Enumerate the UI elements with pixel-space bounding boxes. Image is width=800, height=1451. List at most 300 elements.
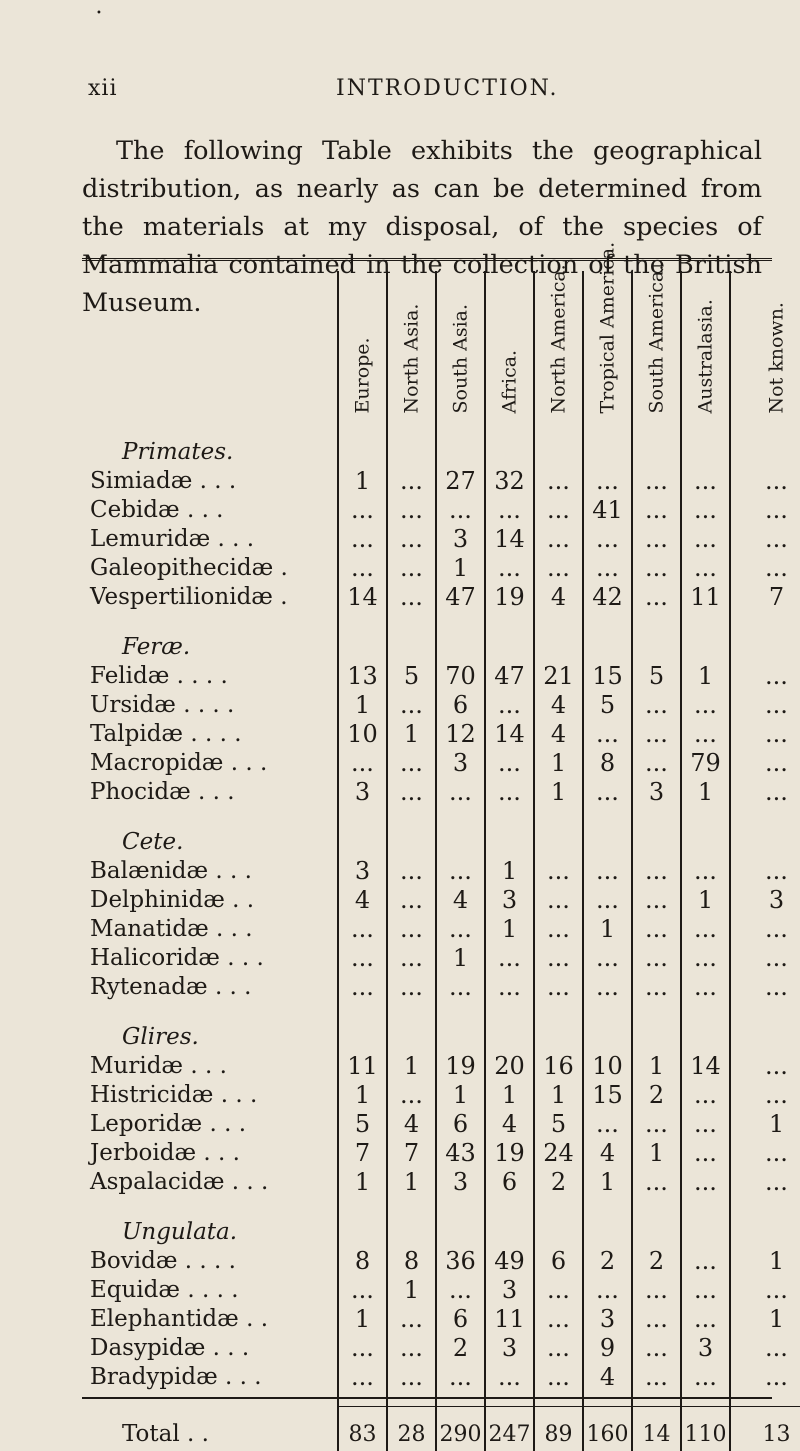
table-cell-empty <box>338 1002 387 1052</box>
table-cell: ... <box>485 496 534 525</box>
table-cell: ... <box>681 915 730 944</box>
spacer-cell <box>387 1392 436 1407</box>
table-cell: 6 <box>436 691 485 720</box>
table-cell-empty <box>436 612 485 662</box>
table-row <box>82 554 800 583</box>
table-cell: ... <box>534 496 583 525</box>
total-label: Total . . <box>82 1407 338 1451</box>
table-cell: ... <box>338 525 387 554</box>
table-cell: 89 <box>534 1407 583 1451</box>
column-header <box>730 271 800 417</box>
table-cell: ... <box>387 583 436 612</box>
spacer-cell <box>534 1392 583 1407</box>
table-cell-empty <box>681 417 730 467</box>
table-row <box>82 973 800 1002</box>
table-cell-empty <box>436 1197 485 1247</box>
table-cell: ... <box>681 1363 730 1392</box>
table-cell: ... <box>338 749 387 778</box>
column-header-label: South America. <box>648 394 665 414</box>
spacer-cell <box>583 1392 632 1407</box>
table-cell-empty <box>534 612 583 662</box>
table-cell: ... <box>632 525 681 554</box>
table-cell: 1 <box>338 1081 387 1110</box>
intro-paragraph: The following Table exhibits the geographical distribution, as nearly as can be determined from the materials at my disposal, of the species of Mammalia contained in the collection of the British Museum. <box>82 132 762 322</box>
table-cell: ... <box>485 691 534 720</box>
table-cell: 47 <box>436 583 485 612</box>
family-name: Bradypidæ . . . <box>82 1363 338 1392</box>
table-cell: ... <box>583 973 632 1002</box>
table-cell: 10 <box>338 720 387 749</box>
column-header-label: Africa. <box>501 394 518 414</box>
family-name: Lemuridæ . . . <box>82 525 338 554</box>
table-cell: 27 <box>436 467 485 496</box>
table-cell: ... <box>583 857 632 886</box>
group-heading: Ungulata. <box>82 1197 338 1247</box>
table-cell: ... <box>730 944 800 973</box>
table-cell: 1 <box>681 886 730 915</box>
family-name: Simiadæ . . . <box>82 467 338 496</box>
table-cell: 5 <box>632 662 681 691</box>
table-cell: ... <box>387 525 436 554</box>
table-cell: ... <box>534 554 583 583</box>
table-cell: ... <box>681 973 730 1002</box>
table-cell: ... <box>436 1363 485 1392</box>
table-cell: 1 <box>485 915 534 944</box>
table-cell: ... <box>681 467 730 496</box>
spacer-cell <box>730 1392 800 1407</box>
table-cell: 24 <box>534 1139 583 1168</box>
table-cell-empty <box>338 612 387 662</box>
table-cell: ... <box>338 1363 387 1392</box>
table-cell: 36 <box>436 1247 485 1276</box>
table-row <box>82 915 800 944</box>
table-cell: 5 <box>387 662 436 691</box>
table-cell: ... <box>338 1276 387 1305</box>
table-cell: ... <box>681 1276 730 1305</box>
table-cell-empty <box>681 612 730 662</box>
table-cell: 1 <box>632 1052 681 1081</box>
spacer-row <box>82 1392 800 1407</box>
table-cell: 47 <box>485 662 534 691</box>
group-heading-row <box>82 1002 800 1052</box>
table-cell-empty <box>338 417 387 467</box>
table-cell: 19 <box>436 1052 485 1081</box>
table-cell: 3 <box>436 525 485 554</box>
table-row <box>82 1276 800 1305</box>
table-cell: 7 <box>730 583 800 612</box>
family-name: Talpidæ . . . . <box>82 720 338 749</box>
group-heading-row <box>82 612 800 662</box>
table-cell: 8 <box>387 1247 436 1276</box>
column-header-label: South Asia. <box>452 394 469 414</box>
table-cell: ... <box>534 1305 583 1334</box>
spacer-cell <box>436 1392 485 1407</box>
table-cell-empty <box>534 417 583 467</box>
table-cell: ... <box>681 720 730 749</box>
spacer-cell <box>485 1392 534 1407</box>
table-cell-empty <box>436 1002 485 1052</box>
family-name: Halicoridæ . . . <box>82 944 338 973</box>
table-cell: ... <box>338 915 387 944</box>
table-cell: 1 <box>632 1139 681 1168</box>
table-cell: 160 <box>583 1407 632 1451</box>
table-cell-empty <box>436 417 485 467</box>
table-body <box>82 417 800 1451</box>
table-row <box>82 662 800 691</box>
table-row <box>82 1363 800 1392</box>
table-cell: ... <box>730 1168 800 1197</box>
distribution-table-frame <box>82 258 772 1399</box>
table-cell: 1 <box>681 662 730 691</box>
table-cell: ... <box>632 1305 681 1334</box>
table-cell: ... <box>485 973 534 1002</box>
family-name: Macropidæ . . . <box>82 749 338 778</box>
table-cell: ... <box>534 1276 583 1305</box>
column-header <box>534 271 583 417</box>
table-cell: ... <box>387 944 436 973</box>
table-cell: 1 <box>485 857 534 886</box>
table-cell: 8 <box>583 749 632 778</box>
table-cell: ... <box>387 691 436 720</box>
total-row <box>82 1407 800 1451</box>
table-cell: 1 <box>338 691 387 720</box>
group-heading-row <box>82 1197 800 1247</box>
table-cell: 1 <box>534 749 583 778</box>
table-cell: 15 <box>583 662 632 691</box>
table-row <box>82 1247 800 1276</box>
family-name: Bovidæ . . . . <box>82 1247 338 1276</box>
table-cell: 13 <box>730 1407 800 1451</box>
table-cell: 79 <box>681 749 730 778</box>
family-name: Cebidæ . . . <box>82 496 338 525</box>
table-cell: 1 <box>681 778 730 807</box>
table-cell-empty <box>338 1197 387 1247</box>
table-row <box>82 1334 800 1363</box>
table-row <box>82 1081 800 1110</box>
family-name: Rytenadæ . . . <box>82 973 338 1002</box>
column-header <box>436 271 485 417</box>
table-row <box>82 1168 800 1197</box>
table-cell: ... <box>681 1168 730 1197</box>
family-name: Manatidæ . . . <box>82 915 338 944</box>
table-cell: ... <box>583 1110 632 1139</box>
table-cell: 21 <box>534 662 583 691</box>
table-cell: 6 <box>436 1110 485 1139</box>
table-row <box>82 1139 800 1168</box>
table-cell: 4 <box>436 886 485 915</box>
table-cell: ... <box>632 691 681 720</box>
table-cell: ... <box>387 554 436 583</box>
table-cell: ... <box>632 1334 681 1363</box>
table-cell: ... <box>632 749 681 778</box>
group-heading: Primates. <box>82 417 338 467</box>
table-cell: 16 <box>534 1052 583 1081</box>
table-cell: ... <box>730 496 800 525</box>
table-cell: 10 <box>583 1052 632 1081</box>
table-cell: 1 <box>387 1168 436 1197</box>
table-cell: ... <box>632 886 681 915</box>
running-head: INTRODUCTION. <box>336 76 558 101</box>
table-cell: 70 <box>436 662 485 691</box>
table-cell: 290 <box>436 1407 485 1451</box>
table-cell: ... <box>632 496 681 525</box>
table-cell: ... <box>338 944 387 973</box>
table-cell: ... <box>436 496 485 525</box>
table-cell-empty <box>387 1197 436 1247</box>
page-mark: • <box>96 8 102 19</box>
table-cell: 4 <box>485 1110 534 1139</box>
family-name: Leporidæ . . . <box>82 1110 338 1139</box>
table-cell: ... <box>534 973 583 1002</box>
table-cell: ... <box>730 525 800 554</box>
table-cell: 41 <box>583 496 632 525</box>
table-cell: ... <box>534 944 583 973</box>
table-cell: ... <box>730 554 800 583</box>
table-cell: 4 <box>534 720 583 749</box>
table-cell: 1 <box>436 554 485 583</box>
table-cell: 4 <box>387 1110 436 1139</box>
table-cell: 14 <box>681 1052 730 1081</box>
table-row <box>82 720 800 749</box>
table-cell: 1 <box>730 1110 800 1139</box>
family-name: Dasypidæ . . . <box>82 1334 338 1363</box>
table-cell: 3 <box>436 1168 485 1197</box>
page-number: xii <box>88 76 117 101</box>
table-cell: ... <box>485 1363 534 1392</box>
table-cell: ... <box>534 467 583 496</box>
table-cell: ... <box>681 944 730 973</box>
table-cell: ... <box>436 778 485 807</box>
table-cell: 4 <box>583 1363 632 1392</box>
column-header-label: North Asia. <box>403 394 420 414</box>
table-cell: 2 <box>534 1168 583 1197</box>
table-cell: ... <box>387 886 436 915</box>
column-header-label: Not known. <box>768 394 785 414</box>
table-cell-empty <box>387 612 436 662</box>
table-cell-empty <box>338 807 387 857</box>
table-cell: ... <box>387 1334 436 1363</box>
table-cell: ... <box>583 1276 632 1305</box>
group-heading: Feræ. <box>82 612 338 662</box>
table-cell: ... <box>534 525 583 554</box>
table-cell: ... <box>338 973 387 1002</box>
table-row <box>82 496 800 525</box>
table-cell: 7 <box>387 1139 436 1168</box>
table-cell: 9 <box>583 1334 632 1363</box>
table-cell: ... <box>387 1363 436 1392</box>
table-cell-empty <box>730 612 800 662</box>
table-cell-empty <box>583 612 632 662</box>
family-name: Aspalacidæ . . . <box>82 1168 338 1197</box>
table-cell: ... <box>730 467 800 496</box>
table-row <box>82 749 800 778</box>
table-cell-empty <box>730 1197 800 1247</box>
table-cell: 14 <box>338 583 387 612</box>
table-cell-empty <box>534 807 583 857</box>
table-cell: 6 <box>436 1305 485 1334</box>
table-cell: ... <box>632 720 681 749</box>
spacer-cell <box>82 1392 338 1407</box>
table-row <box>82 886 800 915</box>
table-cell: 1 <box>338 1305 387 1334</box>
table-cell: ... <box>387 973 436 1002</box>
table-cell: ... <box>632 973 681 1002</box>
family-name: Jerboidæ . . . <box>82 1139 338 1168</box>
table-cell: ... <box>730 662 800 691</box>
table-cell: ... <box>632 944 681 973</box>
table-cell: 247 <box>485 1407 534 1451</box>
table-cell: ... <box>436 857 485 886</box>
table-cell: ... <box>485 944 534 973</box>
distribution-table <box>82 271 800 1451</box>
table-cell-empty <box>436 807 485 857</box>
family-name: Galeopithecidæ . <box>82 554 338 583</box>
table-cell: ... <box>583 720 632 749</box>
table-cell: ... <box>681 1110 730 1139</box>
table-cell: ... <box>730 1334 800 1363</box>
table-cell: 15 <box>583 1081 632 1110</box>
table-cell-empty <box>485 417 534 467</box>
table-cell: ... <box>632 467 681 496</box>
family-name: Vespertilionidæ . <box>82 583 338 612</box>
table-cell: ... <box>387 1081 436 1110</box>
spacer-cell <box>632 1392 681 1407</box>
table-cell: 1 <box>730 1247 800 1276</box>
family-name: Ursidæ . . . . <box>82 691 338 720</box>
table-cell: ... <box>632 554 681 583</box>
table-cell: 3 <box>436 749 485 778</box>
table-cell: ... <box>632 1168 681 1197</box>
table-cell-empty <box>387 1002 436 1052</box>
table-cell: ... <box>534 1334 583 1363</box>
table-cell: ... <box>730 1139 800 1168</box>
table-cell: 13 <box>338 662 387 691</box>
table-cell: ... <box>730 1363 800 1392</box>
table-header-row <box>82 271 800 417</box>
group-heading: Glires. <box>82 1002 338 1052</box>
table-cell: ... <box>583 886 632 915</box>
table-cell: 3 <box>485 1276 534 1305</box>
table-cell: 42 <box>583 583 632 612</box>
table-cell: ... <box>583 778 632 807</box>
table-cell: 3 <box>485 886 534 915</box>
table-cell: 7 <box>338 1139 387 1168</box>
table-cell: 11 <box>485 1305 534 1334</box>
table-cell: ... <box>485 554 534 583</box>
table-row <box>82 525 800 554</box>
table-cell: 20 <box>485 1052 534 1081</box>
table-cell: ... <box>730 749 800 778</box>
table-cell: 14 <box>485 525 534 554</box>
table-cell: ... <box>534 1363 583 1392</box>
table-cell: ... <box>730 915 800 944</box>
table-cell-empty <box>632 417 681 467</box>
table-row <box>82 583 800 612</box>
table-cell: 12 <box>436 720 485 749</box>
table-cell: 2 <box>436 1334 485 1363</box>
table-cell: 6 <box>485 1168 534 1197</box>
table-cell: 1 <box>387 720 436 749</box>
table-cell-empty <box>632 807 681 857</box>
table-cell: 1 <box>534 1081 583 1110</box>
table-cell: ... <box>730 857 800 886</box>
table-cell: ... <box>338 1334 387 1363</box>
table-cell-empty <box>485 1197 534 1247</box>
table-cell: 1 <box>730 1305 800 1334</box>
table-cell: ... <box>387 496 436 525</box>
group-heading-row <box>82 417 800 467</box>
table-cell-empty <box>387 417 436 467</box>
table-cell: 1 <box>338 1168 387 1197</box>
table-cell-empty <box>534 1197 583 1247</box>
table-row <box>82 1052 800 1081</box>
table-cell: 3 <box>632 778 681 807</box>
table-cell: ... <box>387 857 436 886</box>
table-cell: 1 <box>338 467 387 496</box>
table-header-blank <box>82 271 338 417</box>
table-row <box>82 1110 800 1139</box>
table-cell: 8 <box>338 1247 387 1276</box>
table-cell: 4 <box>338 886 387 915</box>
table-cell: ... <box>387 467 436 496</box>
table-cell: ... <box>681 1305 730 1334</box>
table-cell: 1 <box>583 1168 632 1197</box>
family-name: Phocidæ . . . <box>82 778 338 807</box>
table-cell: ... <box>730 973 800 1002</box>
table-cell: 3 <box>338 778 387 807</box>
table-cell: 14 <box>632 1407 681 1451</box>
table-cell: ... <box>681 525 730 554</box>
table-cell: ... <box>583 467 632 496</box>
group-heading: Cete. <box>82 807 338 857</box>
table-cell: 110 <box>681 1407 730 1451</box>
table-row <box>82 857 800 886</box>
table-cell: 1 <box>583 915 632 944</box>
table-cell: ... <box>632 583 681 612</box>
table-cell-empty <box>730 1002 800 1052</box>
table-cell: ... <box>436 915 485 944</box>
table-cell: 3 <box>338 857 387 886</box>
table-cell: ... <box>632 857 681 886</box>
table-cell: 43 <box>436 1139 485 1168</box>
table-cell: ... <box>681 691 730 720</box>
table-cell: ... <box>485 749 534 778</box>
table-cell: ... <box>387 749 436 778</box>
family-name: Histricidæ . . . <box>82 1081 338 1110</box>
table-cell: 1 <box>387 1276 436 1305</box>
column-header-label: Australasia. <box>697 394 714 414</box>
table-cell: 3 <box>730 886 800 915</box>
table-cell: ... <box>436 1276 485 1305</box>
table-cell: 5 <box>338 1110 387 1139</box>
table-cell: 83 <box>338 1407 387 1451</box>
table-cell: ... <box>534 857 583 886</box>
family-name: Equidæ . . . . <box>82 1276 338 1305</box>
table-cell: ... <box>338 554 387 583</box>
table-cell: ... <box>681 554 730 583</box>
table-cell: 32 <box>485 467 534 496</box>
table-cell: 3 <box>583 1305 632 1334</box>
table-cell-empty <box>534 1002 583 1052</box>
table-cell: 14 <box>485 720 534 749</box>
table-cell: ... <box>681 1247 730 1276</box>
table-cell: ... <box>730 1276 800 1305</box>
table-cell: 5 <box>583 691 632 720</box>
column-header-label: North America. <box>550 394 567 414</box>
column-header-label: Europe. <box>354 394 371 414</box>
table-cell: ... <box>632 1276 681 1305</box>
table-cell: ... <box>730 778 800 807</box>
